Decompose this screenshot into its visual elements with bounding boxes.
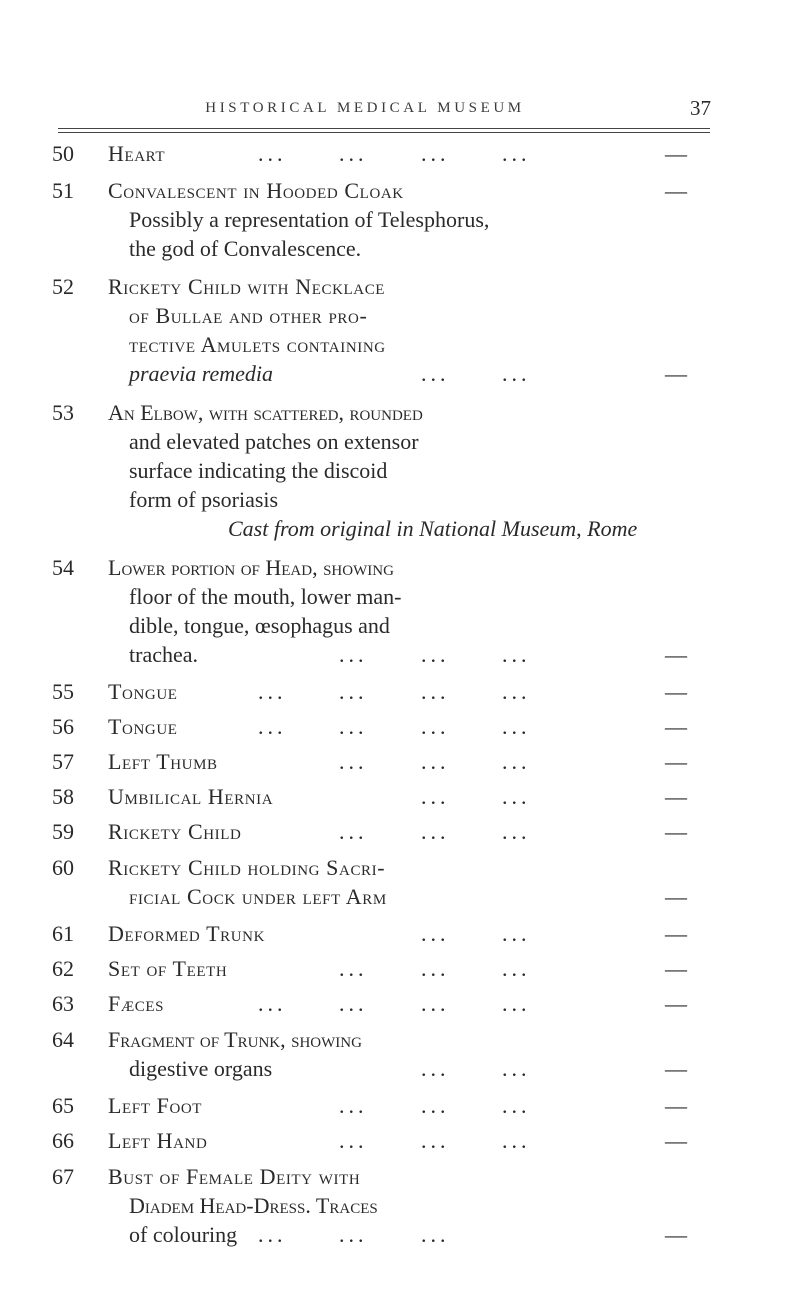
item-number: 53: [52, 400, 74, 425]
price-dash: —: [665, 956, 687, 981]
list-item-57: [0, 746, 801, 778]
price-dash: —: [665, 1093, 687, 1118]
leader-dots: ...: [421, 714, 450, 739]
price-dash: —: [665, 642, 687, 667]
leader-dots: ...: [502, 1128, 531, 1153]
item-title: Bust of Female Deity with: [108, 1164, 361, 1189]
item-number: 57: [52, 749, 74, 774]
leader-dots: ...: [502, 921, 531, 946]
item-number: 51: [52, 178, 74, 203]
leader-dots: ...: [339, 991, 368, 1016]
leader-dots: ...: [339, 1222, 368, 1247]
list-item-59: [0, 816, 801, 848]
list-item-60: [0, 852, 801, 884]
leader-dots: ...: [502, 819, 531, 844]
running-head: HISTORICAL MEDICAL MUSEUM: [205, 100, 525, 116]
item-title-continuation: Diadem Head-Dress. Traces: [129, 1193, 378, 1218]
item-description-line: digestive organs ... ... —: [0, 1053, 801, 1085]
item-description-line: and elevated patches on extensor: [129, 429, 419, 454]
item-title: Left Hand: [108, 1128, 208, 1153]
leader-dots: ...: [421, 921, 450, 946]
item-number: 64: [52, 1027, 74, 1052]
list-item-58: [0, 781, 801, 813]
item-description-line: floor of the mouth, lower man-: [129, 584, 402, 609]
leader-dots: ...: [339, 819, 368, 844]
leader-dots: ...: [502, 956, 531, 981]
list-item-61: [0, 918, 801, 950]
leader-dots: ...: [339, 679, 368, 704]
price-dash: —: [665, 178, 687, 203]
list-item-53: [0, 397, 801, 429]
item-number: 59: [52, 819, 74, 844]
price-dash: —: [665, 784, 687, 809]
leader-dots: ...: [421, 819, 450, 844]
list-item-52: [0, 271, 801, 303]
leader-dots: ...: [421, 749, 450, 774]
leader-dots: ...: [502, 141, 531, 166]
item-description-line: form of psoriasis: [129, 487, 279, 512]
leader-dots: ...: [502, 1093, 531, 1118]
leader-dots: ...: [339, 642, 368, 667]
item-title: Tongue: [108, 714, 178, 739]
item-number: 63: [52, 991, 74, 1016]
leader-dots: ...: [502, 679, 531, 704]
leader-dots: ...: [421, 642, 450, 667]
item-title: Umbilical Hernia: [108, 784, 274, 809]
item-title-continuation: tective Amulets containing: [129, 332, 386, 357]
item-description-line: Possibly a representation of Telesphorus,: [129, 207, 490, 232]
leader-dots: ...: [421, 1222, 450, 1247]
leader-dots: ...: [421, 361, 450, 386]
list-item-65: [0, 1090, 801, 1122]
leader-dots: ...: [421, 991, 450, 1016]
item-number: 66: [52, 1128, 74, 1153]
leader-dots: ...: [339, 956, 368, 981]
item-title: Tongue: [108, 679, 178, 704]
item-description-line: the god of Convalescence.: [129, 236, 362, 261]
leader-dots: ...: [421, 784, 450, 809]
leader-dots: ...: [339, 1093, 368, 1118]
leader-dots: ...: [502, 784, 531, 809]
item-title: An Elbow, with scattered, rounded: [108, 400, 423, 425]
leader-dots: ...: [502, 991, 531, 1016]
leader-dots: ...: [502, 749, 531, 774]
leader-dots: ...: [421, 1093, 450, 1118]
leader-dots: ...: [502, 361, 531, 386]
leader-dots: ...: [339, 141, 368, 166]
price-dash: —: [665, 1056, 687, 1081]
leader-dots: ...: [258, 714, 287, 739]
price-dash: —: [665, 141, 687, 166]
item-title: Heart: [108, 141, 166, 166]
leader-dots: ...: [339, 749, 368, 774]
price-dash: —: [665, 361, 687, 386]
item-title-continuation: praevia remedia ... ... —: [0, 358, 801, 390]
leader-dots: ...: [339, 714, 368, 739]
item-caption: Cast from original in National Museum, Rome: [228, 516, 638, 541]
item-title-continuation: of Bullae and other pro-: [129, 303, 368, 328]
list-item-63: [0, 988, 801, 1020]
item-title: Lower portion of Head, showing: [108, 555, 394, 580]
item-title: Rickety Child: [108, 819, 242, 844]
item-number: 60: [52, 855, 74, 880]
item-title: Fæces: [108, 991, 165, 1016]
price-dash: —: [665, 884, 687, 909]
item-title-continuation: ficial Cock under left Arm —: [0, 881, 801, 913]
leader-dots: ...: [421, 141, 450, 166]
item-number: 61: [52, 921, 74, 946]
leader-dots: ...: [421, 1128, 450, 1153]
item-description-line: surface indicating the discoid: [129, 458, 388, 483]
item-description-line: trachea. ... ... ... —: [0, 639, 801, 671]
list-item-51: [0, 175, 801, 207]
leader-dots: ...: [502, 1056, 531, 1081]
list-item-67: [0, 1161, 801, 1193]
price-dash: —: [665, 749, 687, 774]
leader-dots: ...: [502, 714, 531, 739]
item-number: 67: [52, 1164, 74, 1189]
page-number: 37: [690, 96, 711, 120]
leader-dots: ...: [258, 1222, 287, 1247]
item-number: 58: [52, 784, 74, 809]
leader-dots: ...: [502, 642, 531, 667]
item-title: Fragment of Trunk, showing: [108, 1027, 362, 1052]
item-number: 54: [52, 555, 74, 580]
item-title: Rickety Child with Necklace: [108, 274, 386, 299]
leader-dots: ...: [339, 1128, 368, 1153]
list-item-56: [0, 711, 801, 743]
leader-dots: ...: [258, 991, 287, 1016]
item-title: Left Foot: [108, 1093, 203, 1118]
list-item-64: [0, 1024, 801, 1056]
item-number: 56: [52, 714, 74, 739]
price-dash: —: [665, 991, 687, 1016]
item-number: 55: [52, 679, 74, 704]
item-title: Set of Teeth: [108, 956, 228, 981]
item-description-line: of colouring ... ... ... —: [0, 1219, 801, 1251]
list-item-54: [0, 552, 801, 584]
list-item-62: [0, 953, 801, 985]
item-number: 52: [52, 274, 74, 299]
leader-dots: ...: [258, 679, 287, 704]
list-item-50: [0, 138, 801, 170]
price-dash: —: [665, 1222, 687, 1247]
item-title: Rickety Child holding Sacri-: [108, 855, 386, 880]
item-number: 65: [52, 1093, 74, 1118]
price-dash: —: [665, 679, 687, 704]
price-dash: —: [665, 1128, 687, 1153]
leader-dots: ...: [421, 1056, 450, 1081]
item-number: 62: [52, 956, 74, 981]
item-title: Left Thumb: [108, 749, 218, 774]
leader-dots: ...: [421, 956, 450, 981]
list-item-66: [0, 1125, 801, 1157]
item-description-line: dible, tongue, œsophagus and: [129, 613, 390, 638]
price-dash: —: [665, 921, 687, 946]
item-title: Deformed Trunk: [108, 921, 266, 946]
item-number: 50: [52, 141, 74, 166]
price-dash: —: [665, 714, 687, 739]
leader-dots: ...: [258, 141, 287, 166]
leader-dots: ...: [421, 679, 450, 704]
price-dash: —: [665, 819, 687, 844]
list-item-55: [0, 676, 801, 708]
item-title: Convalescent in Hooded Cloak: [108, 178, 404, 203]
